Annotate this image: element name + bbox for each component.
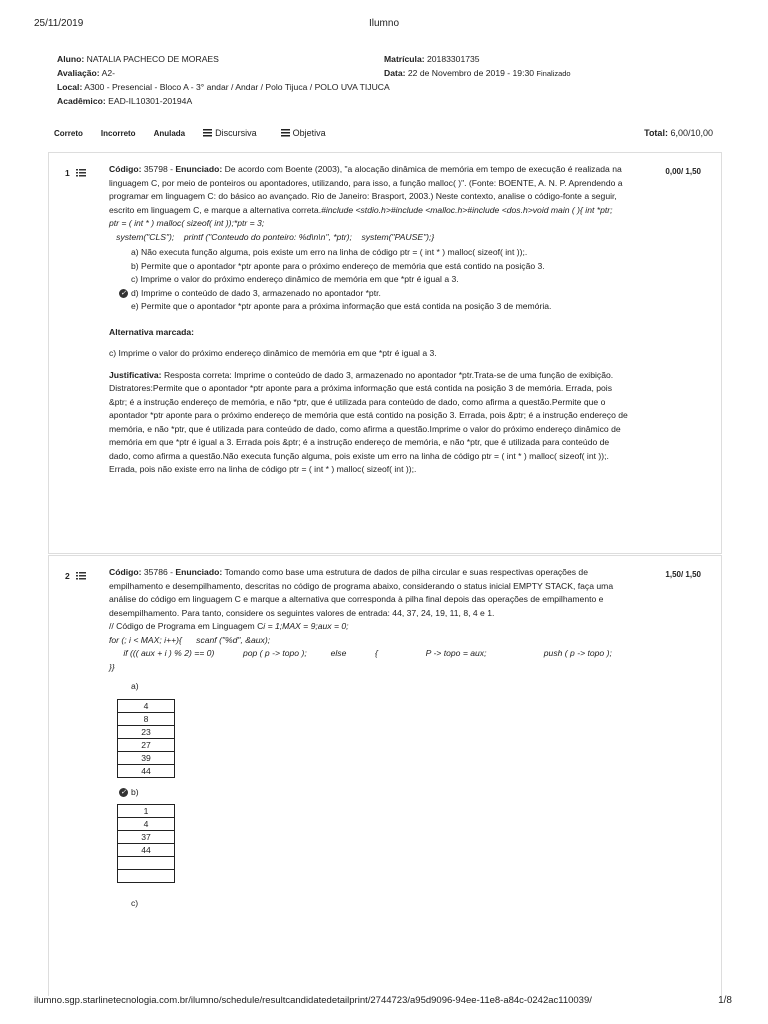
exam-date: 22 de Novembro de 2019 - 19:30: [407, 68, 535, 78]
code-line: }}: [109, 661, 115, 672]
question-score: 0,00/ 1,50: [665, 167, 701, 176]
legend-incorrect: Incorreto: [100, 128, 136, 138]
print-date: 25/11/2019: [34, 18, 84, 29]
question-number: 1: [65, 168, 86, 178]
legend-correct: Correto: [54, 128, 83, 138]
page-number: 1/8: [718, 995, 732, 1006]
location: A300 - Presencial - Bloco A - 3° andar / Andar / Polo Tijuca / POLO UVA TIJUCA: [84, 82, 390, 92]
stack-cell: 37: [118, 831, 175, 844]
alternative-d: d) Imprime o conteúdo de dado 3, armazenado no apontador *ptr.: [131, 287, 381, 298]
question-card-2: [48, 555, 722, 996]
stack-cell: 1: [118, 805, 175, 818]
legend-discursive: Discursiva: [215, 128, 257, 138]
stack-cell: 4: [118, 699, 175, 712]
code-line: system("CLS"); printf ("Conteudo do ponteiro: %d\n\n", *ptr); system("PAUSE");}: [109, 231, 435, 242]
print-title: Ilumno: [368, 18, 399, 29]
question-statement: Código: 35786 - Enunciado: Tomando como base uma estrutura de dados de pilha circular e suas respectivas operações de empilhamento e desempilhamento, descritas no código de programa abaixo, considerando o status inicial EMPTY STACK, faça uma análise do código em linguagem C e marque a alternativa que corresponda à pilha final depois das operações de empilhamento e desempilhamento. Para tanto, considere os seguintes valores de entrada: 44, 37, 24, 19, 11, 8, 4 e 1.: [109, 567, 614, 618]
check-icon: ✓: [120, 788, 127, 796]
distractors: Distratores:Permite que o apontador *ptr aponte para a próxima informação que está contida na posição 3 de memória. Errada, pois &ptr; é a instrução endereço de memória, e não *ptr, que é utilizada para conteúdo de dado, como afirma a questão.Permite que o apontador *ptr aponte para o próximo endereço de memória que está contido na posição 3. Errada, pois &ptr; é a instrução endereço de memória, e não *ptr, que é utilizada para conteúdo de dado, como afirma a questão.Imprime o valor do próximo endereço dinâmico de memória em que *ptr é igual a 3. Errada pois &ptr; é a instrução endereço de memória, e não *ptr, que é utilizada para conteúdo de dado, como afirma a questão.Não executa função alguma, pois existe um erro na linha de código ptr = ( int * ) malloc( sizeof( int ));. Errada, pois não existe erro na linha de código ptr = ( int * ) malloc( sizeof( int ));.: [109, 383, 628, 474]
stack-cell: 23: [118, 725, 175, 738]
stack-cell: 27: [118, 738, 175, 751]
stack-cell: 44: [118, 764, 175, 777]
evaluation: A2-: [101, 68, 115, 78]
stack-cell: 44: [118, 844, 175, 857]
question-number: 2: [65, 571, 86, 581]
question-body: [109, 163, 629, 477]
code-line: for (; i < MAX; i++){ scanf ("%d", &aux);: [109, 634, 271, 645]
alternative-a-label: a): [131, 681, 139, 691]
question-card-1: [48, 152, 722, 554]
check-icon: ✓: [120, 289, 127, 297]
alternative-b-label: b): [131, 786, 139, 797]
legend: [54, 128, 350, 138]
stack-cell: 39: [118, 751, 175, 764]
marked-heading: Alternativa marcada:: [109, 326, 195, 337]
legend-objective: Objetiva: [292, 128, 326, 138]
stack-cell: [118, 870, 175, 883]
total-score: Total: 6,00/10,00: [644, 128, 713, 138]
student-info-right: Matrícula: 20183301735 Data: 22 de Novembro de 2019 - 19:30 Finalizado: [384, 54, 571, 78]
discursive-icon: [203, 129, 212, 137]
list-icon: [76, 572, 86, 580]
print-url: ilumno.sgp.starlinetecnologia.com.br/ilumno/schedule/resultcandidatedetailprint/2744723/a95d9096-94ee-11e8-a84c-0242ac110039/: [34, 995, 592, 1006]
code-line: // Código de Programa em Linguagem Ci = 1;MAX = 9;aux = 0;: [109, 621, 349, 631]
question-statement: Código: 35798 - Enunciado: De acordo com Boente (2003), "a alocação dinâmica de memória em tempo de execução é realizada na linguagem C, por meio de ponteiros ou apontadores, utilizando, para isso, a função malloc( )". (Fonte: BOENTE, A. N. P. Aprendendo a programar em linguagem C: do básico ao avançado. Rio de Janeiro: Brasport, 2003.) Neste contexto, analise o código-fonte a seguir, escrito em linguagem C, e marque a alternativa correta.#include <stdio.h>#include <malloc.h>#include <dos.h>void main ( ){ int *ptr;: [109, 164, 623, 215]
code-line: ptr = ( int * ) malloc( sizeof( int ));*ptr = 3;: [109, 218, 265, 228]
alternative-b: b) Permite que o apontador *ptr aponte para o próximo endereço de memória que está contido na posição 3.: [131, 260, 545, 271]
registration: 20183301735: [426, 54, 480, 64]
alternative-e: e) Permite que o apontador *ptr aponte para a próxima informação que está contida na posição 3 de memória.: [131, 301, 552, 311]
stack-cell: 8: [118, 712, 175, 725]
legend-annulled: Anulada: [153, 128, 186, 138]
objective-icon: [281, 129, 290, 137]
question-body: [109, 566, 629, 911]
student-name: NATALIA PACHECO DE MORAES: [86, 54, 219, 64]
stack-cell: 4: [118, 818, 175, 831]
marked-answer: c) Imprime o valor do próximo endereço dinâmico de memória em que *ptr é igual a 3.: [109, 348, 437, 358]
question-score: 1,50/ 1,50: [665, 570, 701, 579]
alternatives: [120, 246, 629, 314]
stack-table-a: [117, 699, 175, 778]
stack-cell: [118, 857, 175, 870]
alternative-c: c) Imprime o valor do próximo endereço dinâmico de memória em que *ptr é igual a 3.: [131, 274, 459, 284]
list-icon: [76, 169, 86, 177]
exam-status: Finalizado: [536, 69, 571, 78]
alternative-a: a) Não executa função alguma, pois existe um erro na linha de código ptr = ( int * ) malloc( sizeof( int ));.: [131, 247, 528, 257]
student-info-left: Aluno: NATALIA PACHECO DE MORAES Avaliação: A2- Local: A300 - Presencial - Bloco A - 3° andar / Andar / Polo Tijuca / POLO UVA TIJUCA Acadêmico: EAD-IL10301-20194A: [57, 54, 390, 106]
academic-code: EAD-IL10301-20194A: [108, 96, 193, 106]
stack-table-b: [117, 804, 175, 883]
code-line: if ((( aux + i ) % 2) == 0) pop ( p -> topo ); else { P -> topo = aux; push ( p -> topo );: [109, 648, 612, 658]
alternative-c-label: c): [131, 898, 139, 908]
justification: Justificativa: Resposta correta: Imprime o conteúdo de dado 3, armazenado no apontador *ptr.Trata-se de uma função de exibição.: [109, 369, 614, 380]
